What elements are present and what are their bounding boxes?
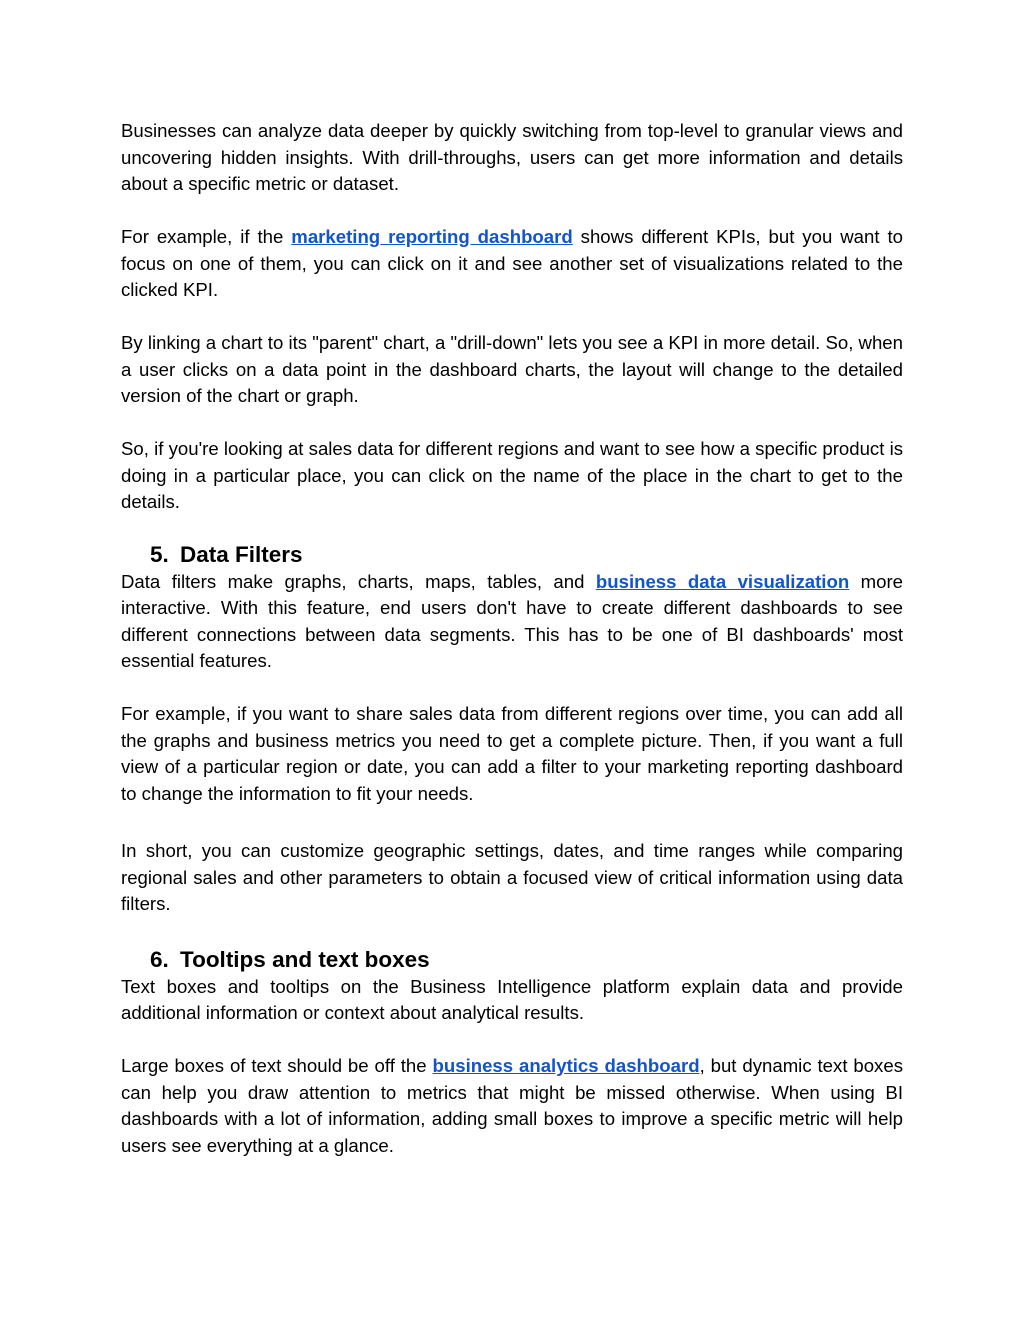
section-title: Tooltips and text boxes — [180, 946, 430, 972]
section-heading-tooltips — [121, 946, 903, 974]
paragraph-text: , but dynamic text boxes can help you draw attention to metrics that might be missed otherwise. When using BI dashboards with a lot of information, adding small boxes to improve a specific metric will help users see everything at a glance. — [121, 1055, 903, 1156]
section-title: Data Filters — [180, 541, 303, 567]
paragraph-data-filters-summary: In short, you can customize geographic settings, dates, and time ranges while comparing regional sales and other parameters to obtain a focused view of critical information using data filters. — [121, 840, 903, 914]
paragraph-data-filters-intro — [121, 569, 903, 675]
paragraph-text: more interactive. With this feature, end users don't have to create different dashboards to see different connections between data segments. This has to be one of BI dashboards' most essential features. — [121, 570, 903, 671]
section-number: 6. — [150, 946, 169, 972]
document-page — [121, 118, 903, 1159]
business-analytics-dashboard-link[interactable]: business analytics dashboard — [432, 1055, 700, 1076]
paragraph-drill-through: Businesses can analyze data deeper by quickly switching from top-level to granular views and uncovering hidden insights. With drill-throughs, users can get more information and details about a specific metric or dataset. — [121, 120, 903, 194]
section-number: 5. — [150, 541, 169, 567]
paragraph-text: Data filters make graphs, charts, maps, tables, and — [121, 570, 596, 592]
paragraph-text: shows different KPIs, but you want to focus on one of them, you can click on it and see another set of visualizations related to the clicked KPI. — [121, 226, 903, 300]
paragraph-text: For example, if the — [121, 226, 292, 247]
paragraph-data-filters-example: For example, if you want to share sales data from different regions over time, you can add all the graphs and business metrics you need to get a complete picture. Then, if you want a full view of a particular region or date, you can add a filter to your marketing reporting dashboard to change the information to fit your needs. — [121, 703, 903, 804]
paragraph-tooltips-example — [121, 1053, 903, 1159]
marketing-reporting-dashboard-link[interactable]: marketing reporting dashboard — [291, 226, 573, 247]
paragraph-tooltips-intro: Text boxes and tooltips on the Business Intelligence platform explain data and provide additional information or context about analytical results. — [121, 975, 903, 1023]
paragraph-sales-regions: So, if you're looking at sales data for different regions and want to see how a specific product is doing in a particular place, you can click on the name of the place in the chart to get to the details. — [121, 438, 903, 512]
paragraph-drill-down: By linking a chart to its "parent" chart, a "drill-down" lets you see a KPI in more detail. So, when a user clicks on a data point in the dashboard charts, the layout will change to the detailed version of the chart or graph. — [121, 332, 903, 406]
paragraph-text: Large boxes of text should be off the — [121, 1055, 433, 1076]
paragraph-example-kpi — [121, 224, 903, 304]
section-heading-data-filters — [121, 541, 903, 569]
business-data-visualization-link[interactable]: business data visualization — [595, 570, 850, 592]
